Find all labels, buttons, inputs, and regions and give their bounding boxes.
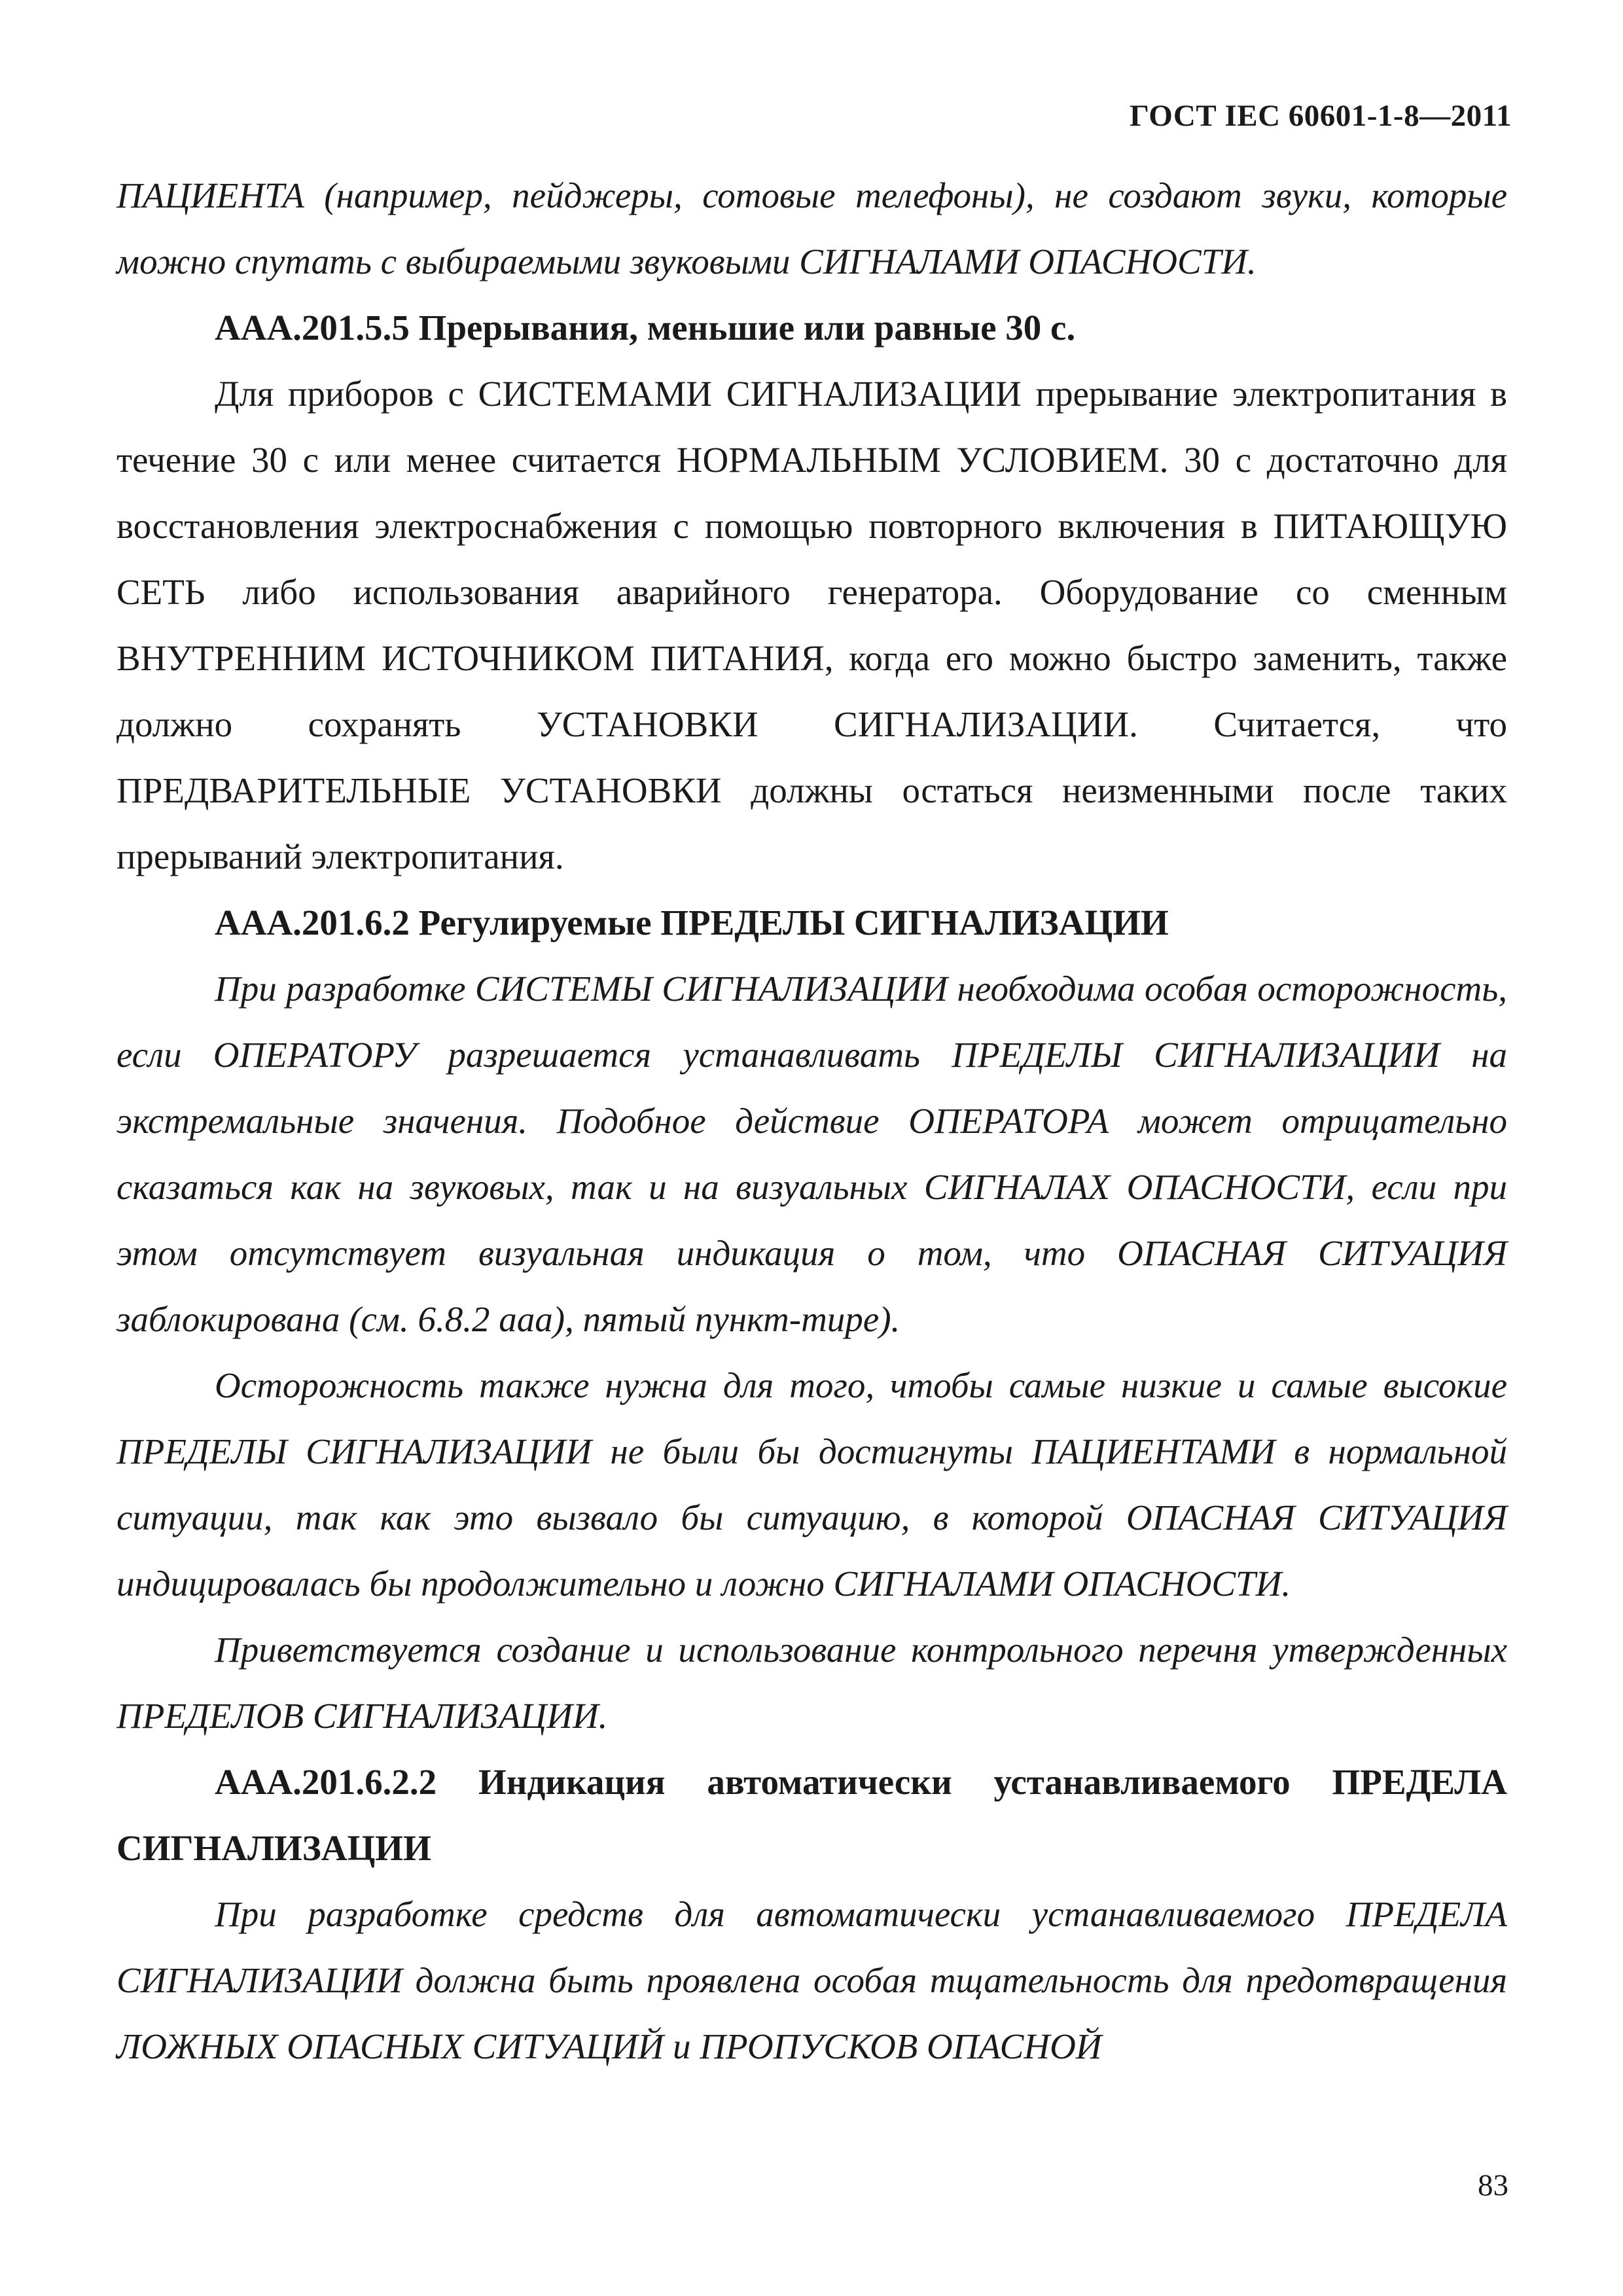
paragraph-caution-limits: Осторожность также нужна для того, чтобы самые низкие и самые высокие ПРЕДЕЛЫ СИГНАЛИЗАЦИИ не были бы достигнуты ПАЦИЕНТАМИ в нормальной ситуации, так как это вызвало бы ситуацию, в которой ОПАСНАЯ СИТУАЦИЯ индицировалась бы продолжительно и ложно СИГНАЛАМИ ОПАСНОСТИ. xyxy=(116,1365,1507,1604)
paragraph-checklist: Приветствуется создание и использование контрольного перечня утвержденных ПРЕДЕЛОВ СИГНАЛИЗАЦИИ. xyxy=(116,1630,1507,1736)
paragraph-auto-limit: При разработке средств для автоматически устанавливаемого ПРЕДЕЛА СИГНАЛИЗАЦИИ должна быть проявлена особая тщательность для предотвращения ЛОЖНЫХ ОПАСНЫХ СИТУАЦИЙ и ПРОПУСКОВ ОПАСНОЙ xyxy=(116,1894,1507,2066)
document-header: ГОСТ IEC 60601-1-8—2011 xyxy=(1130,99,1512,133)
paragraph-alarm-system-design: При разработке СИСТЕМЫ СИГНАЛИЗАЦИИ необходима особая осторожность, если ОПЕРАТОРУ разрешается устанавливать ПРЕДЕЛЫ СИГНАЛИЗАЦИИ на экстремальные значения. Подобное действие ОПЕРАТОРА может отрицательно сказаться как на звуковых, так и на визуальных СИГНАЛАХ ОПАСНОСТИ, если при этом отсутствует визуальная индикация о том, что ОПАСНАЯ СИТУАЦИЯ заблокирована (см. 6.8.2 ааа), пятый пункт-тире). xyxy=(116,969,1507,1339)
section-heading-5-5: ААА.201.5.5 Прерывания, меньшие или равные 30 с. xyxy=(215,308,1076,348)
paragraph-interruptions: Для приборов с СИСТЕМАМИ СИГНАЛИЗАЦИИ прерывание электропитания в течение 30 с или менее считается НОРМАЛЬНЫМ УСЛОВИЕМ. 30 с достаточно для восстановления электроснабжения с помощью повторного включения в ПИТАЮЩУЮ СЕТЬ либо использования аварийного генератора. Оборудование со сменным ВНУТРЕННИМ ИСТОЧНИКОМ ПИТАНИЯ, когда его можно быстро заменить, также должно сохранять УСТАНОВКИ СИГНАЛИЗАЦИИ. Считается, что ПРЕДВАРИТЕЛЬНЫЕ УСТАНОВКИ должны остаться неизменными после таких прерываний электропитания. xyxy=(116,374,1507,876)
paragraph-continued: ПАЦИЕНТА (например, пейджеры, сотовые телефоны), не создают звуки, которые можно спутать с выбираемыми звуковыми СИГНАЛАМИ ОПАСНОСТИ. xyxy=(116,175,1507,281)
page-number: 83 xyxy=(1478,2168,1508,2202)
section-heading-6-2-2: ААА.201.6.2.2 Индикация автоматически устанавливаемого ПРЕДЕЛА СИГНАЛИЗАЦИИ xyxy=(116,1762,1507,1868)
document-body xyxy=(116,162,1507,2079)
section-heading-6-2: ААА.201.6.2 Регулируемые ПРЕДЕЛЫ СИГНАЛИЗАЦИИ xyxy=(215,903,1169,942)
